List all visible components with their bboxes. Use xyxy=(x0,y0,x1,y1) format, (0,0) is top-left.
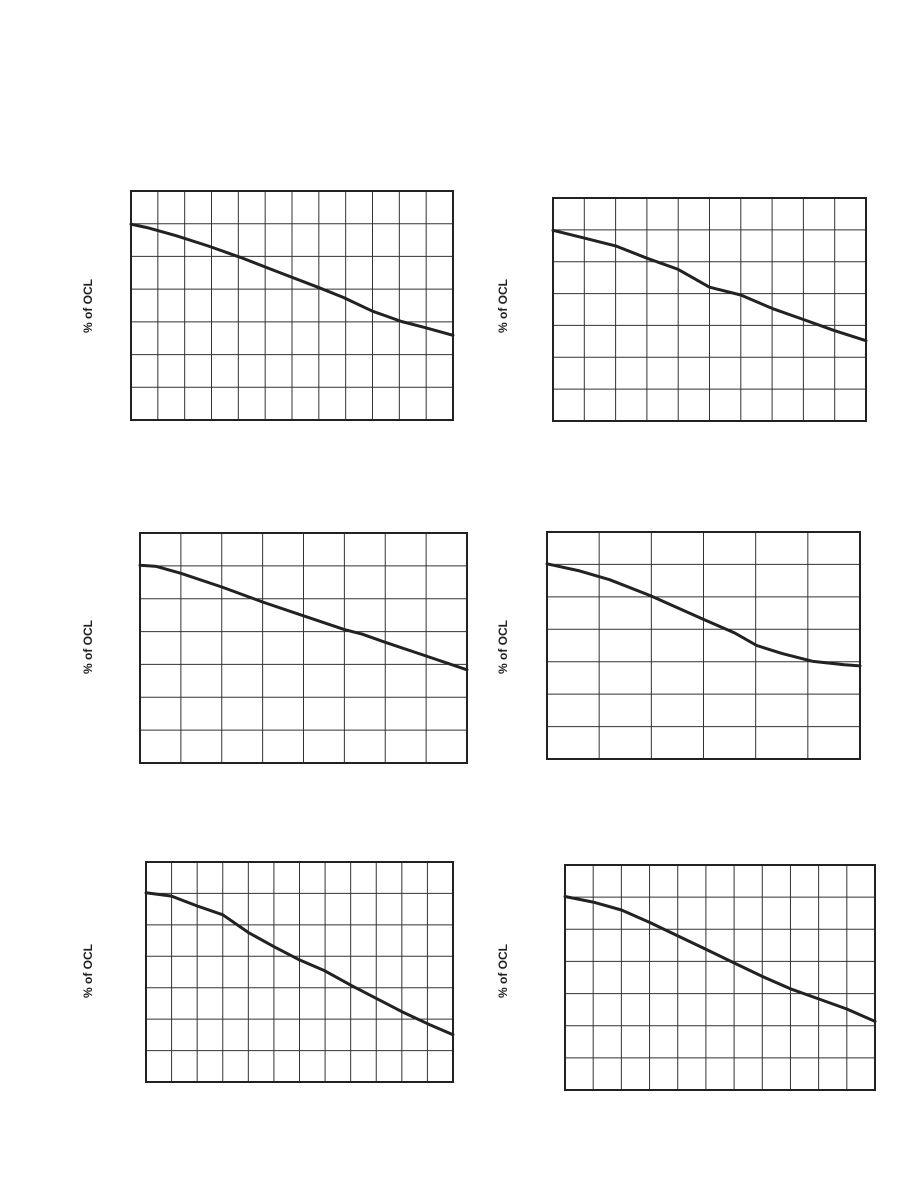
y-axis-label: % of OCL xyxy=(496,279,510,333)
y-axis-label: % of OCL xyxy=(81,620,95,674)
plot-frame xyxy=(565,865,875,1090)
chart-plot xyxy=(130,190,454,421)
y-axis-label: % of OCL xyxy=(81,279,95,333)
chart-plot xyxy=(145,861,454,1083)
chart-plot xyxy=(546,531,861,760)
y-axis-label: % of OCL xyxy=(496,944,510,998)
y-axis-label: % of OCL xyxy=(81,944,95,998)
series-line xyxy=(565,897,875,1022)
y-axis-label: % of OCL xyxy=(496,620,510,674)
chart-plot xyxy=(564,864,876,1091)
chart-plot xyxy=(139,532,468,764)
chart-plot xyxy=(552,197,867,422)
